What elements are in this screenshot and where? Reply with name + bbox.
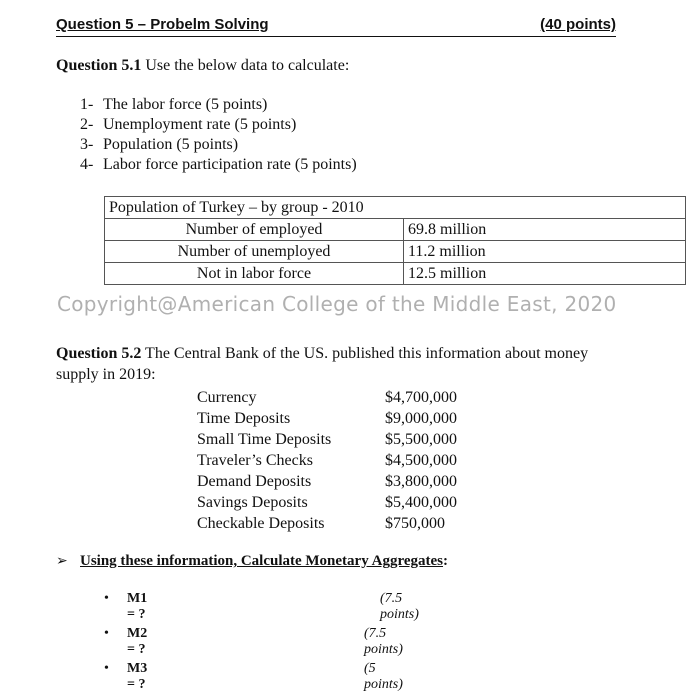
aggregate-points: (7.5 points): [364, 626, 403, 657]
item-number: 2-: [80, 116, 94, 133]
row-value: 69.8 million: [404, 219, 686, 241]
item-text: Labor force participation rate (5 points): [103, 156, 357, 173]
money-row: [197, 494, 457, 512]
aggregate-label: M2 = ?: [127, 626, 148, 657]
question-points: (40 points): [540, 16, 616, 33]
bullet-icon: •: [104, 591, 109, 606]
money-value: $4,700,000: [385, 389, 457, 406]
arrow-bullet-icon: ➢: [56, 554, 68, 569]
bullet-icon: •: [104, 661, 109, 676]
money-value: $5,400,000: [385, 494, 457, 511]
aggregate-label: M3 = ?: [127, 661, 148, 692]
money-row: [197, 452, 457, 470]
item-number: 4-: [80, 156, 94, 173]
task-heading: [80, 553, 448, 570]
row-label: Number of employed: [105, 219, 404, 241]
money-label: Currency: [197, 389, 257, 406]
task-colon: :: [443, 553, 449, 569]
money-row: [197, 410, 457, 428]
table-row: [105, 263, 686, 285]
q52-label: Question 5.2: [56, 345, 142, 362]
q51-text: Use the below data to calculate:: [141, 57, 350, 74]
money-row: [197, 473, 457, 491]
q51-prompt: [56, 57, 349, 75]
item-number: 3-: [80, 136, 94, 153]
money-value: $9,000,000: [385, 410, 457, 427]
question-title: Question 5 – Probelm Solving: [56, 16, 269, 33]
money-row: [197, 515, 445, 533]
table-row: [105, 241, 686, 263]
q52-text-line2: supply in 2019:: [56, 366, 156, 383]
item-text: Unemployment rate (5 points): [103, 116, 297, 133]
table-title: Population of Turkey – by group - 2010: [105, 197, 686, 219]
q52-text: The Central Bank of the US. published this information about money: [141, 345, 589, 362]
money-row: [197, 389, 457, 407]
row-value: 11.2 million: [404, 241, 686, 263]
list-item: [80, 116, 296, 134]
aggregate-item: [104, 661, 403, 692]
item-text: The labor force (5 points): [103, 96, 268, 113]
population-table: [104, 196, 686, 285]
row-label: Number of unemployed: [105, 241, 404, 263]
question-header: [56, 16, 616, 37]
money-value: $4,500,000: [385, 452, 457, 469]
money-label: Traveler’s Checks: [197, 452, 313, 469]
aggregate-label: M1 = ?: [127, 591, 148, 622]
money-label: Small Time Deposits: [197, 431, 332, 448]
task-text: Using these information, Calculate Monetary Aggregates: [80, 553, 444, 569]
money-label: Demand Deposits: [197, 473, 312, 490]
money-label: Time Deposits: [197, 410, 291, 427]
item-number: 1-: [80, 96, 94, 113]
list-item: [80, 136, 238, 154]
money-label: Savings Deposits: [197, 494, 308, 511]
table-row: [105, 219, 686, 241]
aggregate-points: (5 points): [364, 661, 403, 692]
aggregate-item: [104, 626, 403, 657]
aggregate-points: (7.5 points): [380, 591, 419, 622]
item-text: Population (5 points): [103, 136, 239, 153]
aggregate-item: [104, 591, 419, 622]
row-label: Not in labor force: [105, 263, 404, 285]
money-value: $750,000: [385, 515, 445, 532]
money-value: $3,800,000: [385, 473, 457, 490]
list-item: [80, 156, 357, 174]
bullet-icon: •: [104, 626, 109, 641]
money-value: $5,500,000: [385, 431, 457, 448]
list-item: [80, 96, 267, 114]
q51-label: Question 5.1: [56, 57, 142, 74]
q52-prompt: [56, 345, 588, 363]
row-value: 12.5 million: [404, 263, 686, 285]
copyright-watermark: Copyright@American College of the Middle East, 2020: [57, 292, 617, 316]
money-label: Checkable Deposits: [197, 515, 325, 532]
money-row: [197, 431, 457, 449]
